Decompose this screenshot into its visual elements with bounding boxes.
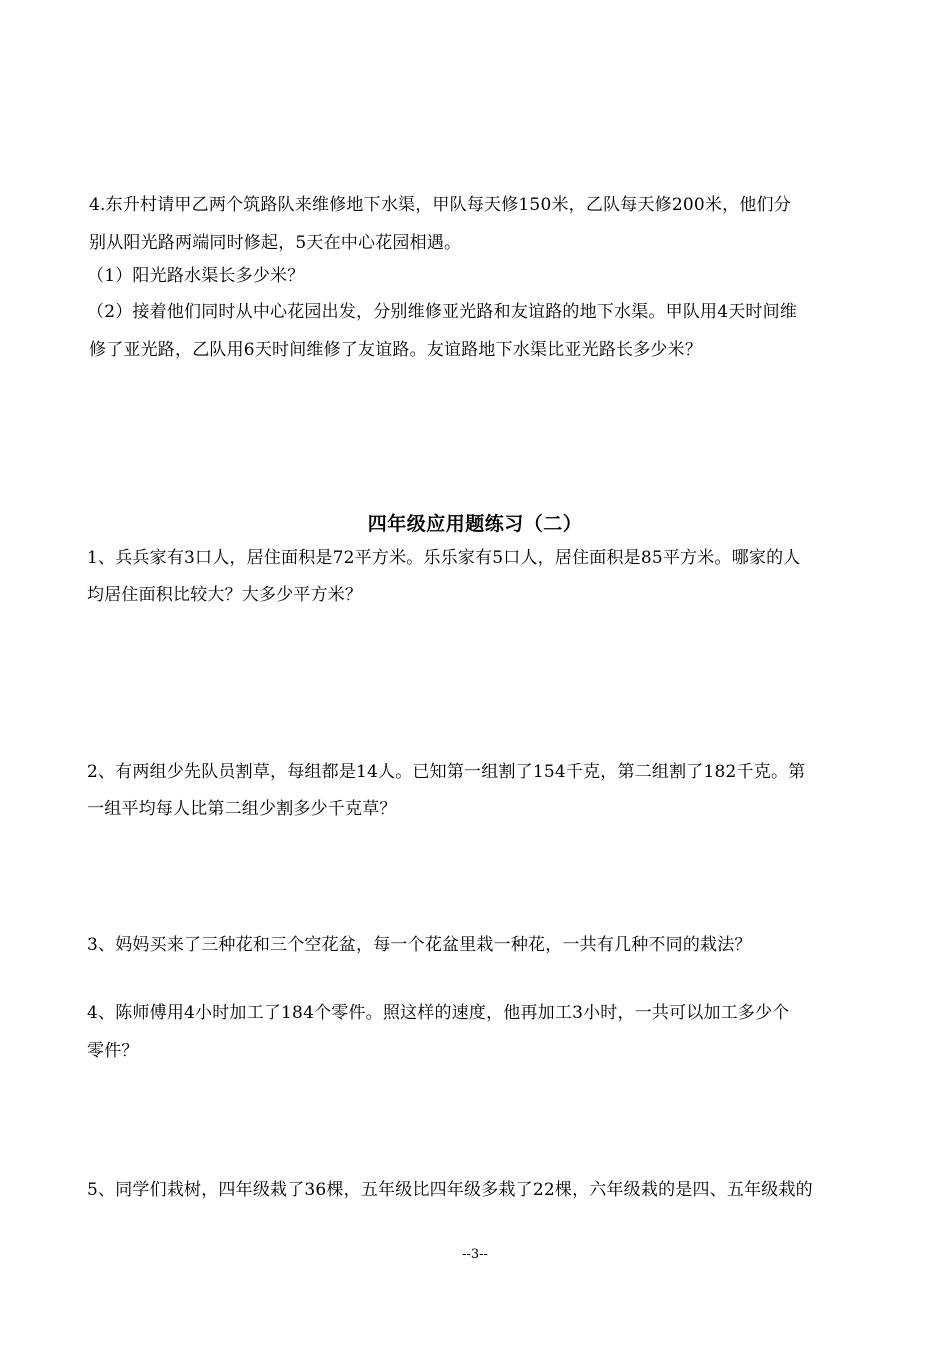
problem-text-line: 5、同学们栽树，四年级栽了36棵，五年级比四年级多栽了22棵，六年级栽的是四、五年级栽的 bbox=[87, 1180, 813, 1200]
page-number: --3-- bbox=[462, 1247, 488, 1262]
sub-question-2: （2）接着他们同时从中心花园出发，分别维修亚光路和友谊路的地下水渠。甲队用4天时间维 bbox=[87, 302, 798, 322]
sub-question-1: （1）阳光路水渠长多少米？ bbox=[87, 266, 305, 286]
problem-text-line: 修了亚光路，乙队用6天时间维修了友谊路。友谊路地下水渠比亚光路长多少米？ bbox=[89, 340, 703, 360]
problem-text-line: 3、妈妈买来了三种花和三个空花盆，每一个花盆里栽一种花，一共有几种不同的栽法？ bbox=[87, 935, 752, 955]
problem-text-line: 零件？ bbox=[87, 1041, 139, 1061]
problem-text-line: 均居住面积比较大？大多少平方米？ bbox=[87, 585, 363, 605]
section-title: 四年级应用题练习（二） bbox=[367, 513, 583, 535]
problem-text-line: 4、陈师傅用4小时加工了184个零件。照这样的速度，他再加工3小时，一共可以加工多少个 bbox=[87, 1003, 790, 1023]
problem-text-line: 2、有两组少先队员割草，每组都是14人。已知第一组割了154千克，第二组割了182千克。第 bbox=[87, 762, 806, 782]
problem-text-line: 一组平均每人比第二组少割多少千克草？ bbox=[87, 799, 397, 819]
problem-text-line: 1、兵兵家有3口人，居住面积是72平方米。乐乐家有5口人，居住面积是85平方米。哪家的人 bbox=[87, 548, 801, 568]
problem-text-line: 别从阳光路两端同时修起，5天在中心花园相遇。 bbox=[89, 233, 462, 253]
problem-text-line: 4.东升村请甲乙两个筑路队来维修地下水渠，甲队每天修150米，乙队每天修200米，他们分 bbox=[89, 195, 791, 215]
